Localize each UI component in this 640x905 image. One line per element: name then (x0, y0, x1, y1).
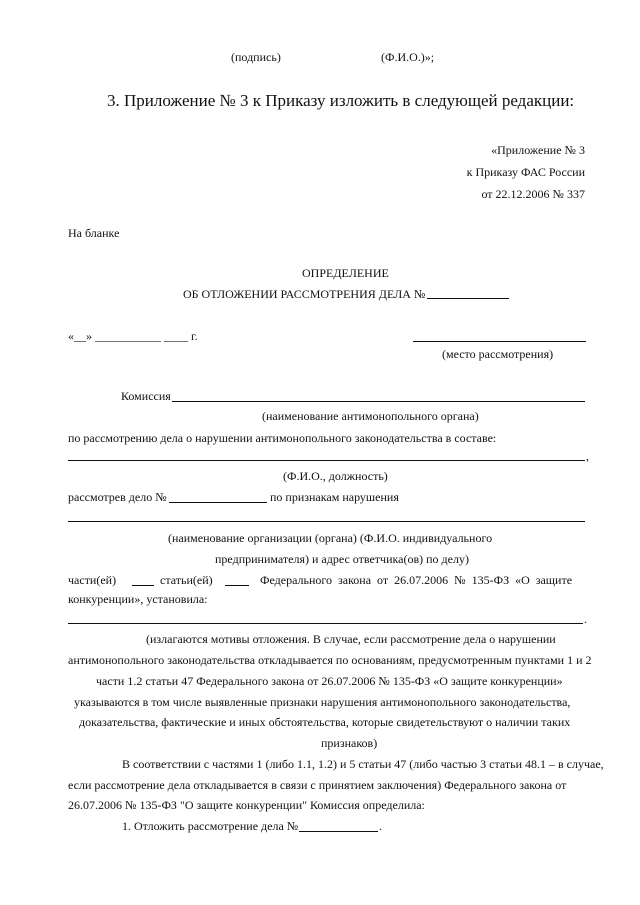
signature-caption: (подпись) (231, 50, 281, 64)
violation-label: по признакам нарушения (270, 490, 399, 504)
appendix-line-3: от 22.12.2006 № 337 (481, 187, 585, 201)
fio-position-caption: (Ф.И.О., должность) (283, 469, 388, 483)
decision-line-2: если рассмотрение дела откладывается в связи с принятием заключения) Федерального закона от (68, 778, 567, 792)
appendix-line-1: «Приложение № 3 (491, 143, 585, 157)
case-number-field[interactable] (169, 502, 267, 503)
reasons-note-3: части 1.2 статьи 47 Федерального закона от 26.07.2006 № 135-ФЗ «О защите конкуренции» (96, 674, 563, 688)
document-subtitle: ОБ ОТЛОЖЕНИИ РАССМОТРЕНИЯ ДЕЛА № (183, 287, 426, 301)
date-field: «__» ___________ ____ г. (68, 329, 198, 343)
articles-field[interactable] (225, 585, 249, 586)
appendix-line-2: к Приказу ФАС России (466, 165, 585, 179)
reasons-note-2: антимонопольного законодательства откладывается по основаниям, предусмотренным пунктами 1 и 2 (68, 653, 592, 667)
document-title: ОПРЕДЕЛЕНИЕ (302, 266, 389, 280)
place-line[interactable] (413, 341, 586, 342)
commission-name-line[interactable] (172, 401, 585, 402)
organization-caption-1: (наименование организации (органа) (Ф.И.О. индивидуального (168, 531, 493, 545)
postponed-case-field[interactable] (299, 831, 378, 832)
decision-item-1: 1. Отложить рассмотрение дела № (122, 819, 299, 833)
reasons-note-6: признаков) (321, 736, 378, 750)
organization-line[interactable] (68, 521, 585, 522)
reasons-note-1: (излагаются мотивы отложения. В случае, если рассмотрение дела о нарушении (146, 632, 556, 646)
findings-line-end: . (584, 612, 587, 626)
findings-line[interactable] (68, 623, 583, 624)
decision-line-3: 26.07.2006 № 135-ФЗ "О защите конкуренции" Комиссия определила: (68, 798, 425, 812)
case-label: рассмотрев дело № (68, 490, 167, 504)
parts-label: части(ей) (68, 573, 117, 587)
reasons-note-5: доказательства, фактические и иных обстоятельства, которые свидетельствуют о наличии таких (79, 715, 571, 729)
composition-line-end: , (586, 449, 589, 463)
clause-3-heading: 3. Приложение № 3 к Приказу изложить в следующей редакции: (107, 91, 575, 110)
appendix-reference (467, 143, 585, 209)
composition-text: по рассмотрению дела о нарушении антимонопольного законодательства в составе: (68, 431, 497, 445)
place-caption: (место рассмотрения) (442, 347, 554, 361)
composition-line[interactable] (68, 460, 585, 461)
case-number-line[interactable] (427, 298, 509, 299)
reasons-note-4: указываются в том числе выявленные признаки нарушения антимонопольного законодательства, (74, 695, 571, 709)
organization-caption-2: предпринимателя) и адрес ответчика(ов) по делу) (215, 552, 469, 566)
letterhead-note: На бланке (68, 226, 120, 240)
decision-line-1: В соответствии с частями 1 (либо 1.1, 1.2) и 5 статьи 47 (либо частью 3 статьи 48.1 – в случае, (122, 757, 604, 771)
commission-caption: (наименование антимонопольного органа) (262, 409, 479, 423)
commission-label: Комиссия (121, 389, 171, 403)
law-reference: Федерального закона от 26.07.2006 № 135-ФЗ «О защите (260, 573, 573, 587)
decision-item-1-end: . (379, 819, 382, 833)
fio-caption: (Ф.И.О.)»; (381, 50, 435, 64)
articles-label: статьи(ей) (160, 573, 213, 587)
law-reference-cont: конкуренции», установила: (68, 592, 208, 606)
parts-field[interactable] (132, 585, 154, 586)
